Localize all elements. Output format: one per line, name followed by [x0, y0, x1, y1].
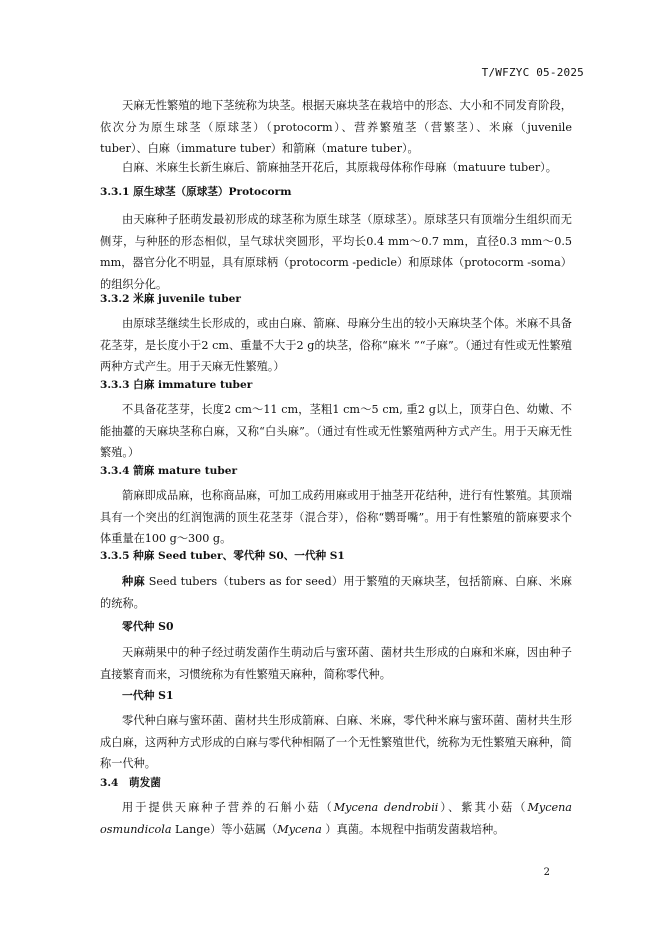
species-name: Mycena dendrobii — [333, 801, 439, 814]
section-3-3-1-heading: 3.3.1 原生球茎（原球茎）Protocorm — [100, 186, 292, 198]
species-name: Mycena osmundicola — [100, 801, 572, 836]
text-run: ）、紫萁小菇（ — [438, 801, 528, 814]
intro-paragraph-1: 天麻无性繁殖的地下茎统称为块茎。根据天麻块茎在栽培中的形态、大小和不同发育阶段，依次分为原生球茎（原球茎）（protocorm）、营养繁殖茎（营繁茎）、米麻（juvenile tuber）、白麻（immature tuber）和箭麻（mature tuber）。 — [100, 99, 572, 155]
section-3-3-1-text: 由天麻种子胚萌发最初形成的球茎称为原生球茎（原球茎）。原球茎只有顶端分生组织而无侧芽，与种胚的形态相似，呈气球状突圆形，平均长0.4 mm～0.7 mm，直径0.3 mm～0.5 mm，器官分化不明显，具有原球柄（protocorm -pedicle）和原球体（protocorm -soma）的组织分化。 — [100, 213, 572, 291]
s1-text: 零代种白麻与蜜环菌、菌材共生形成箭麻、白麻、米麻，零代种米麻与蜜环菌、菌材共生形成白麻，这两种方式形成的白麻与零代种相隔了一个无性繁殖世代，统称为无性繁殖天麻种，简称一代种。 — [100, 714, 572, 770]
intro-paragraph-2: 白麻、米麻生长新生麻后、箭麻抽茎开花后，其原栽母体称作母麻（matuure tuber）。 — [122, 161, 557, 174]
genus-name: Mycena — [277, 822, 322, 836]
section-3-3-4-text: 箭麻即成品麻，也称商品麻，可加工成药用麻或用于抽茎开花结种，进行有性繁殖。其顶端具有一个突出的红润饱满的顶生花茎芽（混合芽），俗称“鹦哥嘴”。用于有性繁殖的箭麻要求个体重量在100 g～300 g。 — [100, 489, 572, 545]
s1-heading: 一代种 S1 — [122, 689, 174, 702]
section-3-3-5-heading: 3.3.5 种麻 Seed tuber、零代种 S0、一代种 S1 — [100, 550, 345, 562]
s0-heading: 零代种 S0 — [122, 620, 174, 633]
seed-tuber-term: 种麻 — [122, 574, 145, 588]
page-number: 2 — [543, 867, 550, 878]
s0-text: 天麻蒴果中的种子经过萌发菌作生萌动后与蜜环菌、菌材共生形成的白麻和米麻，因由种子直接繁育而来，习惯统称为有性繁殖天麻种，简称零代种。 — [100, 646, 572, 681]
section-3-3-4-heading: 3.3.4 箭麻 mature tuber — [100, 465, 238, 477]
document-id-header: T/WFZYC 05-2025 — [481, 66, 584, 79]
section-3-3-2-heading: 3.3.2 米麻 juvenile tuber — [100, 293, 241, 305]
seed-tuber-text: Seed tubers（tubers as for seed）用于繁殖的天麻块茎，包括箭麻、白麻、米麻的统称。 — [100, 575, 572, 610]
section-3-4-heading: 3.4 萌发菌 — [100, 777, 161, 789]
section-3-3-2-text: 由原球茎继续生长形成的，或由白麻、箭麻、母麻分生出的较小天麻块茎个体。米麻不具备花茎芽，是长度小于2 cm、重量不大于2 g的块茎，俗称“麻米 ”“子麻”。（通过有性或无性繁殖两种方式产生。用于天麻无性繁殖。） — [100, 317, 572, 373]
section-3-4-text — [100, 797, 572, 840]
text-run: ）真菌。本规程中指萌发菌栽培种。 — [321, 822, 505, 836]
text-run: Lange）等小菇属（ — [171, 822, 278, 836]
seed-tuber-definition — [100, 571, 572, 614]
section-3-3-3-heading: 3.3.3 白麻 immature tuber — [100, 379, 253, 391]
text-run: 用于提供天麻种子营养的石斛小菇（ — [122, 801, 334, 814]
section-3-3-3-text: 不具备花茎芽，长度2 cm～11 cm，茎粗1 cm～5 cm, 重2 g以上，顶芽白色、幼嫩、不能抽薹的天麻块茎称白麻，又称“白头麻”。（通过有性或无性繁殖两种方式产生。用于天麻无性繁殖。） — [100, 403, 572, 459]
